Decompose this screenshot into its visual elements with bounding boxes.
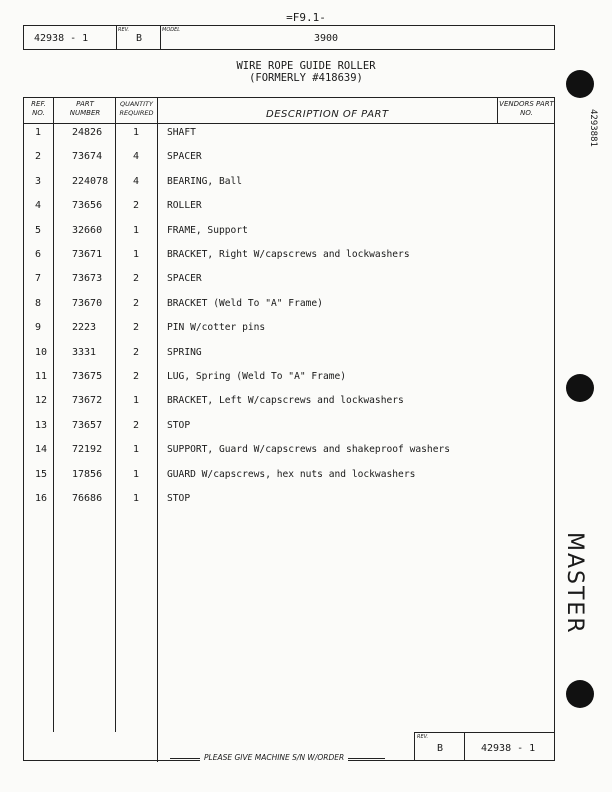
header-divider: [24, 123, 554, 124]
column-header-ref: REF. NO.: [31, 100, 46, 117]
rev-value: B: [136, 33, 143, 44]
quantity: 2: [133, 322, 140, 334]
description: GUARD W/capscrews, hex nuts and lockwashers: [167, 468, 416, 480]
column-header-part: PART NUMBER: [69, 100, 101, 117]
quantity: 2: [133, 419, 140, 431]
quantity: 1: [133, 249, 140, 260]
quantity: 4: [133, 175, 140, 187]
ref-no: 15: [35, 468, 48, 480]
part-number: 73670: [72, 297, 103, 309]
part-number: 76686: [72, 493, 103, 504]
description: BRACKET, Left W/capscrews and lockwashers: [167, 395, 404, 407]
description: LUG, Spring (Weld To "A" Frame): [167, 371, 347, 382]
description: SHAFT: [167, 127, 196, 138]
table-row: [24, 322, 554, 346]
description: BRACKET (Weld To "A" Frame): [167, 297, 323, 309]
part-number: 2223: [72, 322, 97, 334]
part-number: 72192: [72, 444, 103, 456]
master-stamp: MASTER: [562, 532, 587, 635]
part-number: 24826: [72, 127, 103, 138]
document-title: WIRE ROPE GUIDE ROLLER: [236, 60, 376, 72]
column-header-vendor: VENDORS PART NO.: [499, 100, 554, 117]
part-number: 32660: [72, 224, 103, 236]
footer-rev-cell: [414, 732, 464, 761]
part-number: 3331: [72, 346, 97, 358]
part-number: 73672: [72, 395, 103, 407]
binder-hole: [566, 70, 594, 98]
footer-doc-cell: [464, 732, 555, 761]
quantity: 2: [133, 371, 140, 382]
quantity: 2: [133, 200, 140, 212]
doc-number: 42938 - 1: [34, 33, 89, 44]
description: STOP: [167, 493, 191, 504]
table-row: [24, 249, 554, 273]
description: STOP: [167, 419, 191, 431]
part-number: 73656: [72, 200, 103, 212]
ref-no: 12: [35, 395, 48, 407]
table-row: [24, 371, 554, 395]
quantity: 1: [133, 468, 140, 480]
part-number: 17856: [72, 468, 103, 480]
divider: [116, 26, 117, 49]
ref-no: 16: [35, 493, 48, 504]
table-row: [24, 176, 554, 200]
column-header-qty: QUANTITY REQUIRED: [119, 100, 154, 117]
table-row: [24, 151, 554, 175]
model-value: 3900: [314, 33, 339, 44]
ref-no: 6: [35, 249, 42, 260]
table-row: [24, 493, 554, 517]
binder-hole: [566, 680, 594, 708]
table-row: [24, 127, 554, 151]
description: BEARING, Ball: [167, 175, 243, 187]
table-row: [24, 225, 554, 249]
footer-note: PLEASE GIVE MACHINE S/N W/ORDER: [200, 753, 348, 762]
quantity: 1: [133, 444, 140, 456]
quantity: 2: [133, 297, 140, 309]
ref-no: 3: [35, 175, 42, 187]
header-box: [23, 25, 555, 50]
quantity: 2: [133, 273, 140, 285]
description: BRACKET, Right W/capscrews and lockwashers: [167, 249, 410, 260]
parts-table: [23, 97, 555, 761]
ref-no: 7: [35, 273, 42, 285]
document-subtitle: (FORMERLY #418639): [249, 72, 363, 84]
model-label: MODEL: [162, 27, 181, 33]
part-number: 73673: [72, 273, 103, 285]
description: SPRING: [167, 346, 202, 358]
footer-rev-label: REV.: [417, 734, 429, 740]
part-number: 73671: [72, 249, 103, 260]
ref-no: 9: [35, 322, 42, 334]
page-reference: =F9.1-: [286, 11, 326, 24]
ref-no: 1: [35, 127, 42, 138]
description: SPACER: [167, 151, 202, 163]
part-number: 224078: [72, 175, 109, 187]
table-row: [24, 200, 554, 224]
column-divider: [497, 98, 498, 123]
ref-no: 10: [35, 346, 48, 358]
part-number: 73675: [72, 371, 103, 382]
ref-no: 11: [35, 371, 48, 382]
table-row: [24, 347, 554, 371]
column-header-description: DESCRIPTION OF PART: [266, 109, 389, 120]
ref-no: 13: [35, 419, 48, 431]
description: SPACER: [167, 273, 202, 285]
ref-no: 2: [35, 151, 42, 163]
footer-doc-number: 42938 - 1: [481, 743, 536, 754]
table-row: [24, 298, 554, 322]
ref-no: 5: [35, 224, 42, 236]
ref-no: 4: [35, 200, 42, 212]
quantity: 1: [133, 127, 140, 138]
description: SUPPORT, Guard W/capscrews and shakeproof washers: [167, 444, 451, 456]
binder-hole: [566, 374, 594, 402]
table-row: [24, 420, 554, 444]
description: FRAME, Support: [167, 224, 248, 236]
quantity: 1: [133, 493, 140, 504]
divider: [160, 26, 161, 49]
table-row: [24, 469, 554, 493]
part-number: 73674: [72, 151, 103, 163]
quantity: 2: [133, 346, 140, 358]
table-row: [24, 444, 554, 468]
side-document-number: 4293881: [588, 109, 598, 147]
table-row: [24, 273, 554, 297]
quantity: 1: [133, 224, 140, 236]
description: ROLLER: [167, 200, 202, 212]
description: PIN W/cotter pins: [167, 322, 266, 334]
ref-no: 14: [35, 444, 48, 456]
part-number: 73657: [72, 419, 103, 431]
table-row: [24, 395, 554, 419]
rev-label: REV.: [118, 27, 130, 33]
footer-rev-value: B: [437, 743, 444, 754]
ref-no: 8: [35, 297, 42, 309]
quantity: 4: [133, 151, 140, 163]
quantity: 1: [133, 395, 140, 407]
